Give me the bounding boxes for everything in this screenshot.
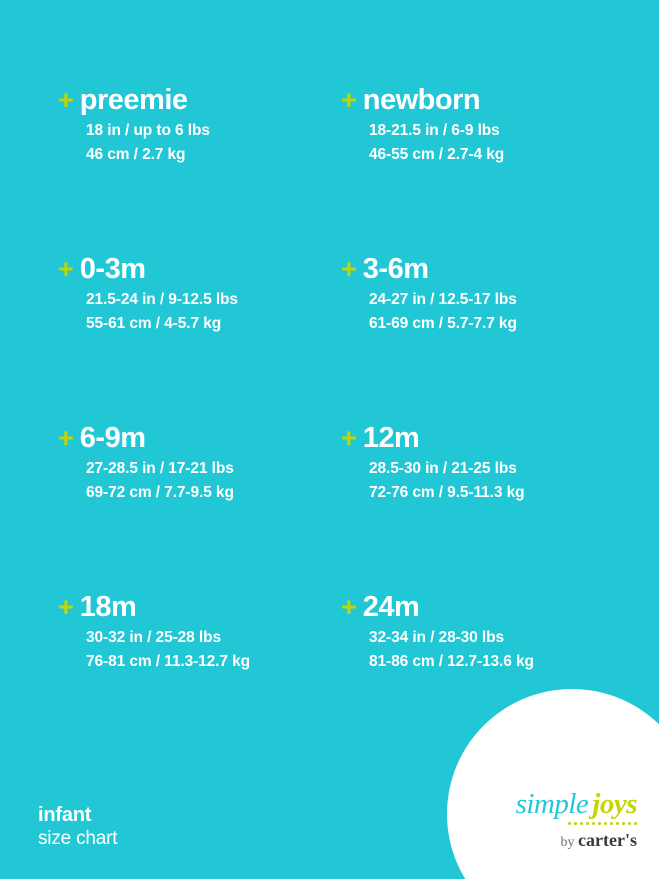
size-label: 6-9m (79, 422, 146, 454)
size-measurement-imperial: 28.5-30 in / 21-25 lbs (369, 460, 517, 477)
size-heading (58, 86, 341, 115)
size-measurement-metric: 46-55 cm / 2.7-4 kg (369, 146, 505, 164)
size-measurement-imperial: 21.5-24 in / 9-12.5 lbs (86, 291, 238, 308)
size-heading (58, 424, 341, 453)
size-label: preemie (79, 84, 188, 116)
plus-icon: + (58, 423, 73, 453)
footer-subtitle: size chart (38, 828, 118, 850)
logo-dots-decoration (447, 822, 637, 826)
size-measurement-metric: 69-72 cm / 7.7-9.5 kg (86, 484, 234, 502)
plus-icon: + (341, 423, 356, 453)
size-measurement-metric: 72-76 cm / 9.5-11.3 kg (369, 484, 525, 502)
size-measurement-metric: 55-61 cm / 4-5.7 kg (86, 315, 222, 333)
plus-icon: + (341, 592, 356, 622)
size-label: 3-6m (362, 253, 429, 285)
size-measurement-imperial: 24-27 in / 12.5-17 lbs (369, 291, 517, 308)
plus-icon: + (341, 254, 356, 284)
size-heading (58, 255, 341, 284)
logo-wordmark (447, 790, 637, 819)
size-heading (341, 255, 624, 284)
plus-icon: + (58, 254, 73, 284)
plus-icon: + (58, 85, 73, 115)
logo-brand-name: carter's (578, 830, 637, 850)
size-label: 0-3m (79, 253, 146, 285)
logo-byline (447, 830, 637, 851)
size-entry-newborn (341, 86, 624, 255)
size-entry-3-6m (341, 255, 624, 424)
size-entry-6-9m (58, 424, 341, 593)
size-measurement-metric: 46 cm / 2.7 kg (86, 146, 186, 164)
size-label: newborn (362, 84, 481, 116)
footer-caption (38, 803, 117, 851)
size-label: 12m (362, 422, 420, 454)
logo-by-word: by (560, 835, 575, 850)
brand-logo (447, 790, 637, 851)
plus-icon: + (341, 85, 356, 115)
logo-word-joys: joys (592, 788, 637, 820)
plus-icon: + (58, 592, 73, 622)
size-entry-18m (58, 593, 341, 762)
size-measurement-imperial: 30-32 in / 25-28 lbs (86, 629, 221, 646)
size-entry-12m (341, 424, 624, 593)
size-entry-0-3m (58, 255, 341, 424)
size-entry-preemie (58, 86, 341, 255)
size-measurement-metric: 61-69 cm / 5.7-7.7 kg (369, 315, 517, 333)
size-measurement-imperial: 18-21.5 in / 6-9 lbs (369, 122, 500, 139)
size-measurement-imperial: 18 in / up to 6 lbs (86, 122, 210, 139)
size-heading (58, 593, 341, 622)
footer-title: infant (38, 804, 92, 827)
size-grid (58, 86, 618, 762)
size-measurement-metric: 81-86 cm / 12.7-13.6 kg (369, 653, 534, 671)
size-heading (341, 86, 624, 115)
size-label: 18m (79, 591, 137, 623)
size-label: 24m (362, 591, 420, 623)
logo-word-simple: simple (515, 788, 589, 820)
size-measurement-imperial: 27-28.5 in / 17-21 lbs (86, 460, 234, 477)
size-heading (341, 424, 624, 453)
size-heading (341, 593, 624, 622)
size-measurement-imperial: 32-34 in / 28-30 lbs (369, 629, 504, 646)
size-measurement-metric: 76-81 cm / 11.3-12.7 kg (86, 653, 251, 671)
